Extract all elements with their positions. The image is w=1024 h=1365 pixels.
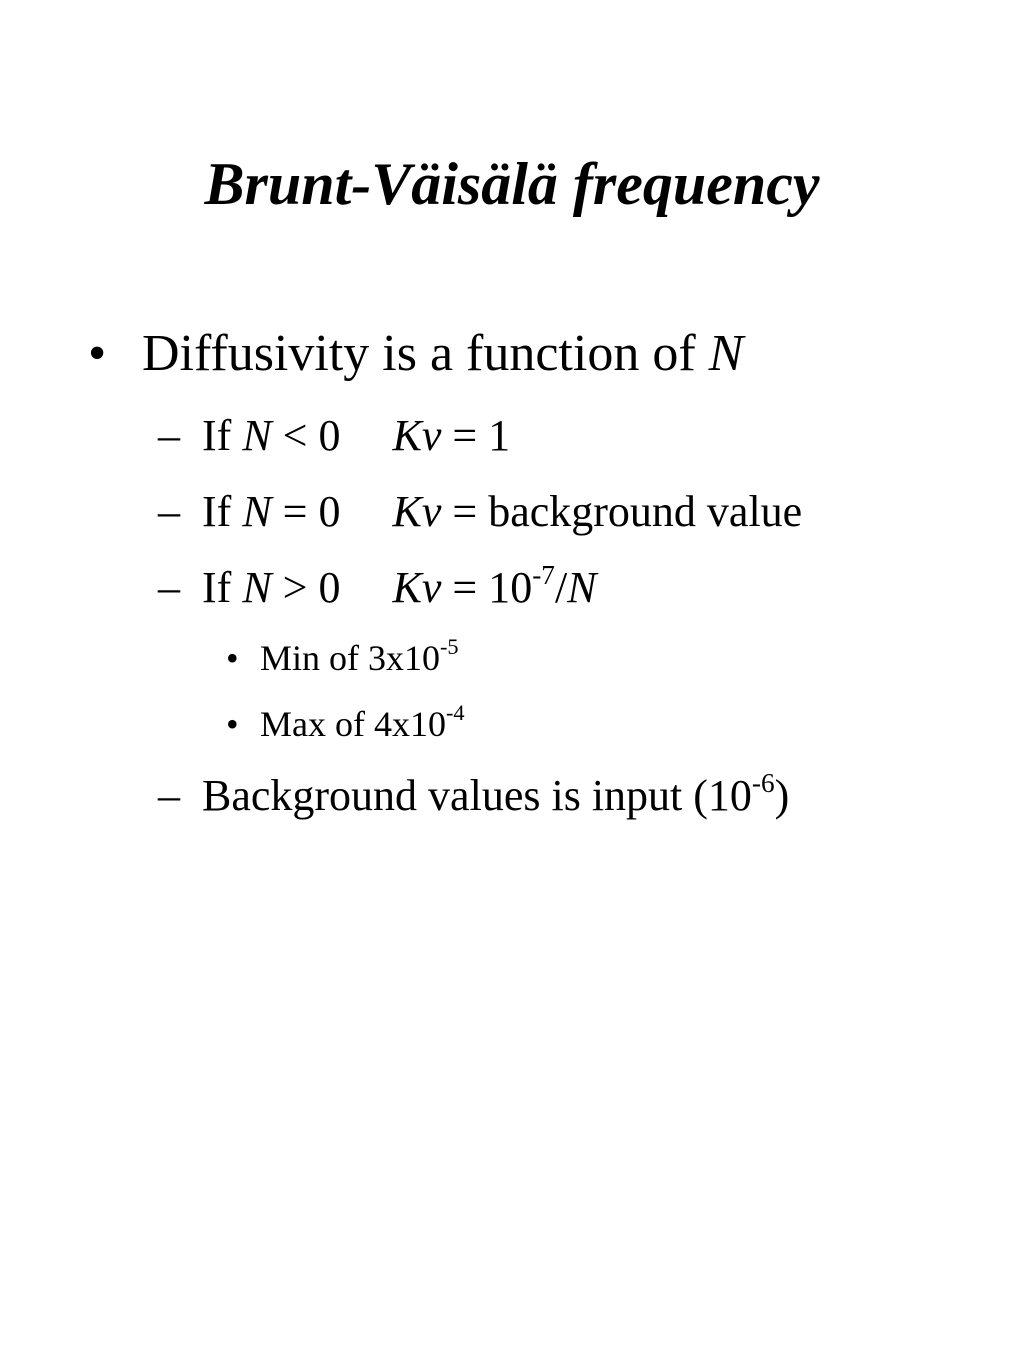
limit-label: Min of 3x10 xyxy=(260,638,440,678)
slide-title: Brunt-Väisälä frequency xyxy=(204,151,820,217)
bullet-marker: • xyxy=(88,325,107,382)
dash-marker: – xyxy=(158,411,180,460)
exponent: -5 xyxy=(440,634,459,659)
dash-marker: – xyxy=(158,487,180,536)
case-text xyxy=(202,560,597,612)
limit-text xyxy=(260,700,465,744)
variable-n: N xyxy=(708,325,744,382)
variable-kv: Kv xyxy=(392,411,442,460)
exponent: -4 xyxy=(445,700,465,725)
case-value: = 10 xyxy=(441,563,533,612)
background-label: Background values is input (10 xyxy=(202,771,752,820)
variable-kv: Kv xyxy=(392,487,442,536)
case-tail: / xyxy=(554,563,568,612)
case-condition: > 0 xyxy=(271,563,341,612)
limit-text xyxy=(260,634,459,678)
case-text xyxy=(202,487,803,536)
case-text xyxy=(202,411,511,460)
variable-n: N xyxy=(567,563,597,612)
case-prefix: If xyxy=(202,487,243,536)
variable-n: N xyxy=(242,563,272,612)
variable-kv: Kv xyxy=(392,563,442,612)
exponent: -7 xyxy=(532,560,555,590)
case-condition: = 0 xyxy=(271,487,341,536)
variable-n: N xyxy=(242,487,272,536)
dash-marker: – xyxy=(158,563,180,612)
case-prefix: If xyxy=(202,411,243,460)
case-value: = 1 xyxy=(441,411,511,460)
exponent: -6 xyxy=(751,768,775,798)
case-prefix: If xyxy=(202,563,243,612)
limit-label: Max of 4x10 xyxy=(260,704,446,744)
bullet-text xyxy=(142,325,744,382)
background-text xyxy=(202,768,790,820)
case-condition: < 0 xyxy=(271,411,341,460)
bullet-marker: • xyxy=(226,704,239,744)
dash-marker: – xyxy=(158,771,180,820)
bullet-text-main: Diffusivity is a function of xyxy=(142,325,709,382)
bullet-marker: • xyxy=(226,638,239,678)
case-value: = background value xyxy=(441,487,803,536)
variable-n: N xyxy=(242,411,272,460)
closing-paren: ) xyxy=(774,771,790,820)
